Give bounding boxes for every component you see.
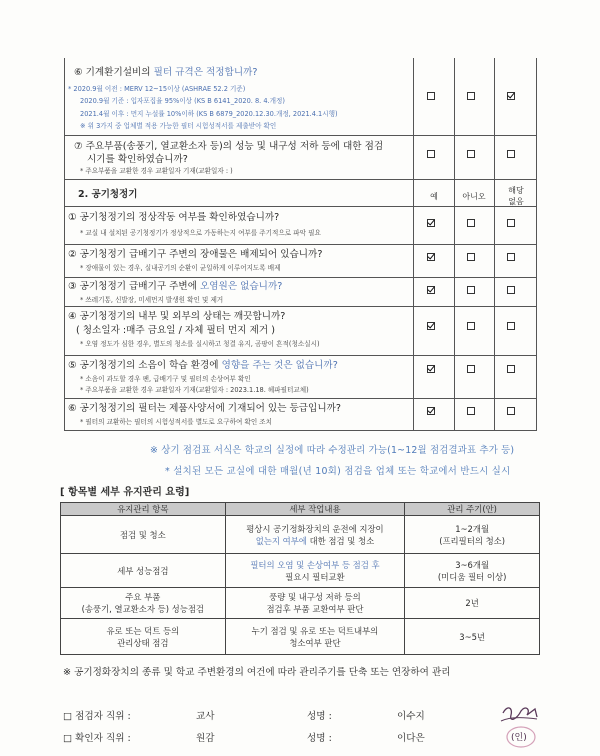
row1-work-highlight: 없는지 여부에 [255, 535, 307, 546]
row2-cycle: 3~6개월 (미디움 필터 이상) [405, 554, 540, 588]
col-header-na-1: 해당 [508, 186, 524, 195]
s2-q3-highlight: 오염원은 없습니까? [200, 281, 283, 292]
s2-q2-na-checkbox[interactable] [507, 253, 515, 261]
maintenance-heading: [ 항목별 세부 유지관리 요령] [60, 487, 190, 498]
signature-seal [497, 703, 543, 751]
s2-q3-note: * 쓰레기통, 신발장, 미세먼지 발생원 확인 및 제거 [80, 296, 224, 304]
s2-q2-no-checkbox[interactable] [467, 253, 475, 261]
confirmer-name: 이다은 [397, 733, 425, 744]
header-cycle: 관리 주기(안) [405, 503, 540, 516]
inspector-name: 이수지 [397, 711, 425, 722]
p1-q7-yes-checkbox[interactable] [427, 150, 435, 158]
s2-q5-note-1: * 소음이 과도할 경우 팬, 급배기구 및 필터의 손상여부 확인 [80, 375, 251, 383]
row3-cycle: 2년 [405, 588, 540, 619]
confirmer-name-label: 성명 : [307, 733, 332, 744]
table-row [61, 619, 540, 655]
p1-q6-highlight: 필터 규격은 적정합니까? [153, 67, 258, 78]
row-line-sect2 [64, 179, 537, 180]
row2-work [225, 554, 405, 588]
s2-q5-highlight: 영향을 주는 것은 없습니까? [221, 360, 338, 371]
row1-work [225, 516, 405, 554]
header-work: 세부 작업내용 [225, 503, 405, 516]
s2-question-6: ⑥ 공기청정기의 필터는 제품사양서에 기재되어 있는 등급입니까? [68, 403, 341, 414]
row1-cycle: 1~2개월 (프리필터의 청소) [405, 516, 540, 554]
s2-question-1: ① 공기청정기의 정상작동 여부를 확인하였습니까? [68, 212, 280, 223]
row2-work-line-1: 필터의 오염 및 손상여부 등 점검 후 [250, 559, 380, 570]
p1-q7-line-2: 시기를 확인하였습니까? [87, 154, 188, 165]
s2-q2-note: * 장애물이 있는 경우, 실내공기의 순환이 균일하게 이루어지도록 배제 [80, 264, 281, 272]
row-line-4 [64, 355, 537, 356]
section-2-title: 2. 공기청정기 [78, 189, 138, 200]
s2-question-5 [68, 359, 338, 373]
s2-q3-text: ③ 공기청정기 급배기구 주변에 [68, 281, 201, 292]
row-line-2 [64, 277, 537, 278]
p1-q6-text: ⑥ 기계환기설비의 [74, 67, 154, 78]
inspector-label: □ 점검자 직위 : [63, 711, 131, 722]
bottom-note: ※ 공기정화장치의 종류 및 학교 주변환경의 여건에 따라 관리주기를 단축 또는 연장하여 관리 [63, 667, 451, 678]
row1-work-line-2 [228, 535, 403, 547]
row3-work: 풍량 및 내구성 저하 등의 점검후 부품 교환여부 판단 [225, 588, 405, 619]
maintenance-table [60, 502, 540, 655]
s2-q6-no-checkbox[interactable] [467, 407, 475, 415]
col-header-no: 아니오 [462, 192, 486, 201]
p1-q7-note: * 주요부품을 교환한 경우 교환일자 기재(교환일자 : ) [80, 167, 233, 175]
row-line-5 [64, 398, 537, 399]
p1-question-6 [74, 66, 257, 80]
header-item: 유지관리 항목 [61, 503, 226, 516]
row-line-bottom [64, 430, 537, 431]
p1-q7-no-checkbox[interactable] [467, 150, 475, 158]
table-row [61, 516, 540, 554]
s2-q4-yes-checkbox[interactable] [427, 322, 435, 330]
table-header-row [61, 503, 540, 516]
s2-q5-note-2: * 주요부품을 교환한 경우 교환일자 기재(교환일자 : 2023.1.18. 헤파필터교체) [80, 386, 309, 394]
p1-q6-note-4: ※ 위 3가지 중 업체별 적용 가능한 필터 시험성적서를 제출받아 확인 [80, 122, 277, 130]
s2-q5-text: ⑤ 공기청정기의 소음이 학습 환경에 [68, 360, 222, 371]
p1-q6-yes-checkbox[interactable] [427, 92, 435, 100]
s2-q4-line-2: ( 청소일자 :매주 금요일 / 자체 필터 먼지 제거 ) [76, 325, 275, 336]
s2-q5-yes-checkbox[interactable] [427, 365, 435, 373]
s2-q6-na-checkbox[interactable] [507, 407, 515, 415]
p1-q6-note-1: * 2020.9월 이전 : MERV 12~15이상 (ASHRAE 52.2 기준) [68, 85, 246, 93]
row4-item: 유로 또는 덕트 등의 관리상태 점검 [61, 619, 226, 655]
col-header-yes: 예 [430, 192, 438, 201]
row2-item: 세부 성능점검 [61, 554, 226, 588]
row1-item: 점검 및 청소 [61, 516, 226, 554]
s2-question-3 [68, 280, 282, 294]
s2-q4-note: * 오염 정도가 심한 경우, 별도의 청소를 실시하고 청결 유지, 곰팡이 흔적(청소실시) [80, 340, 320, 348]
confirmer-label: □ 확인자 직위 : [63, 733, 131, 744]
footnote-1: ※ 상기 점검표 서식은 학교의 실정에 따라 수정관리 가능(1~12월 점검결과표 추가 등) [150, 445, 515, 456]
row-line-colhead [64, 206, 537, 207]
s2-q1-no-checkbox[interactable] [467, 219, 475, 227]
row4-work: 누기 점검 및 유로 또는 덕트내부의 청소여부 판단 [225, 619, 405, 655]
s2-q3-yes-checkbox[interactable] [427, 286, 435, 294]
row2-work-line-2: 필요시 필터교환 [285, 571, 345, 582]
row-line-3 [64, 306, 537, 307]
inspector-position: 교사 [196, 711, 215, 722]
s2-q6-note: * 필터의 교환하는 필터의 시험성적서를 별도로 요구하여 확인 조치 [80, 418, 273, 426]
row-line-p1q7 [64, 135, 537, 136]
seal-text: (인) [511, 733, 527, 743]
s2-q6-yes-checkbox[interactable] [427, 407, 435, 415]
s2-q5-na-checkbox[interactable] [507, 365, 515, 373]
s2-q3-na-checkbox[interactable] [507, 286, 515, 294]
p1-q7-na-checkbox[interactable] [507, 150, 515, 158]
s2-q4-na-checkbox[interactable] [507, 322, 515, 330]
p1-q6-note-3: 2021.4월 이후 : 먼지 누설률 10%이하 (KS B 6879_2020.12.30.개정, 2021.4.1시행) [80, 110, 338, 118]
p1-q6-na-checkbox[interactable] [507, 92, 515, 100]
inspector-name-label: 성명 : [307, 711, 332, 722]
p1-q6-no-checkbox[interactable] [467, 92, 475, 100]
row4-cycle: 3~5년 [405, 619, 540, 655]
s2-question-2: ② 공기청정기 급배기구 주변의 장애물은 배제되어 있습니까? [68, 249, 323, 260]
s2-q1-note: * 교실 내 설치된 공기청정기가 정상적으로 가동하는지 여부를 주기적으로 파악 필요 [80, 229, 321, 237]
s2-q1-yes-checkbox[interactable] [427, 219, 435, 227]
confirmer-position: 원감 [196, 733, 215, 744]
p1-q7-line-1: ⑦ 주요부품(송풍기, 열교환소자 등)의 성능 및 내구성 저하 등에 대한 점검 [74, 141, 384, 152]
p1-q6-note-2: 2020.9월 기준 : 입자포집율 95%이상 (KS B 6141_2020. 8. 4.개정) [80, 97, 285, 105]
table-row [61, 588, 540, 619]
row1-work-line-1: 평상시 공기정화장치의 운전에 지장이 [246, 523, 384, 534]
col-header-na-2: 없음 [508, 197, 524, 206]
s2-q1-na-checkbox[interactable] [507, 219, 515, 227]
s2-q4-line-1: ④ 공기청정기의 내부 및 외부의 상태는 깨끗합니까? [68, 311, 286, 322]
row3-item: 주요 부품 (송풍기, 열교환소자 등) 성능점검 [61, 588, 226, 619]
table-row [61, 554, 540, 588]
row1-work-rest: 대한 점검 및 청소 [306, 535, 375, 546]
footnote-2: * 설치된 모든 교실에 대한 매월(년 10회) 점검을 업체 또는 학교에서 반드시 실시 [165, 466, 511, 477]
row-line-1 [64, 244, 537, 245]
s2-q3-no-checkbox[interactable] [467, 286, 475, 294]
s2-q2-yes-checkbox[interactable] [427, 253, 435, 261]
s2-q4-no-checkbox[interactable] [467, 322, 475, 330]
s2-q5-no-checkbox[interactable] [467, 365, 475, 373]
